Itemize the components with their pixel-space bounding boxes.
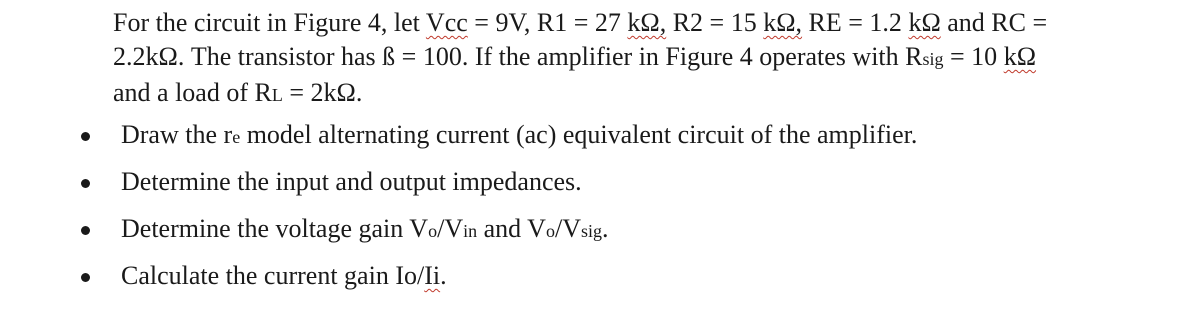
list-item [0, 165, 1194, 212]
task-text-part: /V [437, 214, 464, 243]
problem-text: RE = 1.2 [802, 8, 909, 37]
task-text [121, 212, 608, 248]
subscript: e [232, 127, 241, 147]
problem-text: 2.2kΩ. The transistor has ß = 100. If the amplifier in Figure 4 operates with R [113, 42, 923, 71]
problem-text: R2 = 15 [666, 8, 764, 37]
subscript: L [271, 85, 283, 105]
problem-line-2 [113, 40, 1183, 76]
problem-statement [113, 6, 1183, 112]
list-item [0, 118, 1194, 165]
problem-text: = 9V, R1 = 27 [467, 8, 628, 37]
bullet-icon [81, 179, 90, 188]
bullet-icon [81, 273, 90, 282]
problem-text: = 2kΩ. [282, 78, 363, 107]
problem-line-3 [113, 76, 1183, 112]
problem-text: For the circuit in Figure 4, let [113, 8, 426, 37]
task-list [0, 118, 1194, 306]
task-text [121, 118, 917, 154]
list-item [0, 259, 1194, 306]
task-text-part: and V [477, 214, 546, 243]
bullet-icon [81, 226, 90, 235]
task-text [121, 259, 447, 293]
task-text-part: Draw the r [121, 120, 233, 149]
task-text-part: Determine the voltage gain V [121, 214, 429, 243]
task-text-part: . [440, 261, 447, 290]
task-text-part: model alternating current (ac) equivalent circuit of the amplifier. [240, 120, 918, 149]
bullet-icon [81, 132, 90, 141]
subscript: in [463, 221, 478, 241]
task-text-part: . [601, 214, 609, 243]
problem-text: = 10 [943, 42, 1004, 71]
spellcheck-word: Vcc [425, 8, 468, 37]
spellcheck-word: kΩ [908, 8, 941, 37]
task-text-part: Determine the input and output impedances. [121, 167, 582, 196]
spellcheck-word: Ii [424, 261, 441, 290]
spellcheck-word: kΩ, [627, 8, 667, 37]
task-text-part: Calculate the current gain Io/ [121, 261, 425, 290]
list-item [0, 212, 1194, 259]
problem-text: and a load of R [113, 78, 272, 107]
subscript: o [428, 221, 438, 241]
subscript: o [545, 221, 555, 241]
problem-text: and RC = [940, 8, 1048, 37]
spellcheck-word: kΩ, [763, 8, 803, 37]
subscript: sig [922, 49, 944, 69]
spellcheck-word: kΩ [1003, 42, 1037, 71]
problem-line-1 [113, 6, 1183, 40]
subscript: sig [580, 221, 602, 241]
task-text [121, 165, 582, 199]
task-text-part: /V [554, 214, 581, 243]
